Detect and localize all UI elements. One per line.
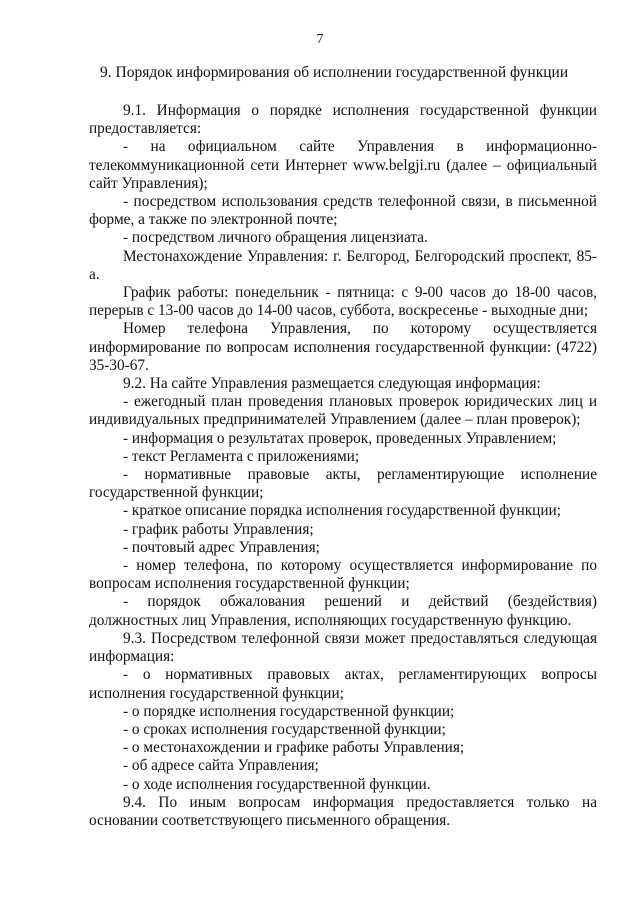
paragraph-p15: - почтовый адрес Управления; <box>123 538 320 556</box>
paragraph-p11: - текст Регламента с приложениями; <box>123 447 360 465</box>
paragraph-p3: - посредством использования средств телефонной связи, в письменной форме, а также по электронной почте; <box>89 193 597 229</box>
paragraph-p1: 9.1. Информация о порядке исполнения государственной функции предоставляется: <box>89 102 597 138</box>
section-heading: 9. Порядок информирования об исполнении государственной функции <box>100 64 569 81</box>
paragraph-p12: - нормативные правовые акты, регламентирующие исполнение государственной функции; <box>89 466 597 502</box>
paragraph-p23: - об адресе сайта Управления; <box>123 757 319 775</box>
paragraph-p13: - краткое описание порядка исполнения государственной функции; <box>123 502 561 520</box>
page-number: 7 <box>316 32 324 47</box>
paragraph-p2: - на официальном сайте Управления в информационно-телекоммуникационной сети Интернет www.belgji.ru (далее – официальный сайт Управления); <box>89 138 597 192</box>
paragraph-p18: 9.3. Посредством телефонной связи может предоставляться следующая информация: <box>89 629 597 666</box>
paragraph-p21: - о сроках исполнения государственной функции; <box>123 720 446 738</box>
paragraph-p7: Номер телефона Управления, по которому осуществляется информирование по вопросам исполнения государственной функции: (4722) 35-30-67. <box>89 320 597 374</box>
paragraph-p20: - о порядке исполнения государственной функции; <box>123 702 455 720</box>
paragraph-p8: 9.2. На сайте Управления размещается следующая информация: <box>123 375 541 393</box>
document-body <box>89 102 597 830</box>
paragraph-p17: - порядок обжалования решений и действий (бездействия) должностных лиц Управления, исполняющих государственную функцию. <box>89 593 597 629</box>
paragraph-p6: График работы: понедельник - пятница: с 9-00 часов до 18-00 часов, перерыв с 13-00 часов до 14-00 часов, суббота, воскресенье - выходные дни; <box>89 284 597 320</box>
paragraph-p24: - о ходе исполнения государственной функции. <box>123 775 431 793</box>
paragraph-p19: - о нормативных правовых актах, регламентирующих вопросы исполнения государственной функции; <box>89 666 597 702</box>
paragraph-p4: - посредством личного обращения лицензиата. <box>123 229 428 247</box>
paragraph-p25: 9.4. По иным вопросам информация предоставляется только на основании соответствующего письменного обращения. <box>89 793 597 829</box>
paragraph-p22: - о местонахождении и графике работы Управления; <box>123 739 465 757</box>
paragraph-p5: Местонахождение Управления: г. Белгород, Белгородский проспект, 85-а. <box>89 247 597 283</box>
paragraph-p10: - информация о результатах проверок, проведенных Управлением; <box>123 429 557 447</box>
paragraph-p14: - график работы Управления; <box>123 520 314 538</box>
paragraph-p9: - ежегодный план проведения плановых проверок юридических лиц и индивидуальных предпринимателей Управлением (далее – план проверок); <box>89 393 597 429</box>
paragraph-p16: - номер телефона, по которому осуществляется информирование по вопросам исполнения государственной функции; <box>89 557 597 593</box>
